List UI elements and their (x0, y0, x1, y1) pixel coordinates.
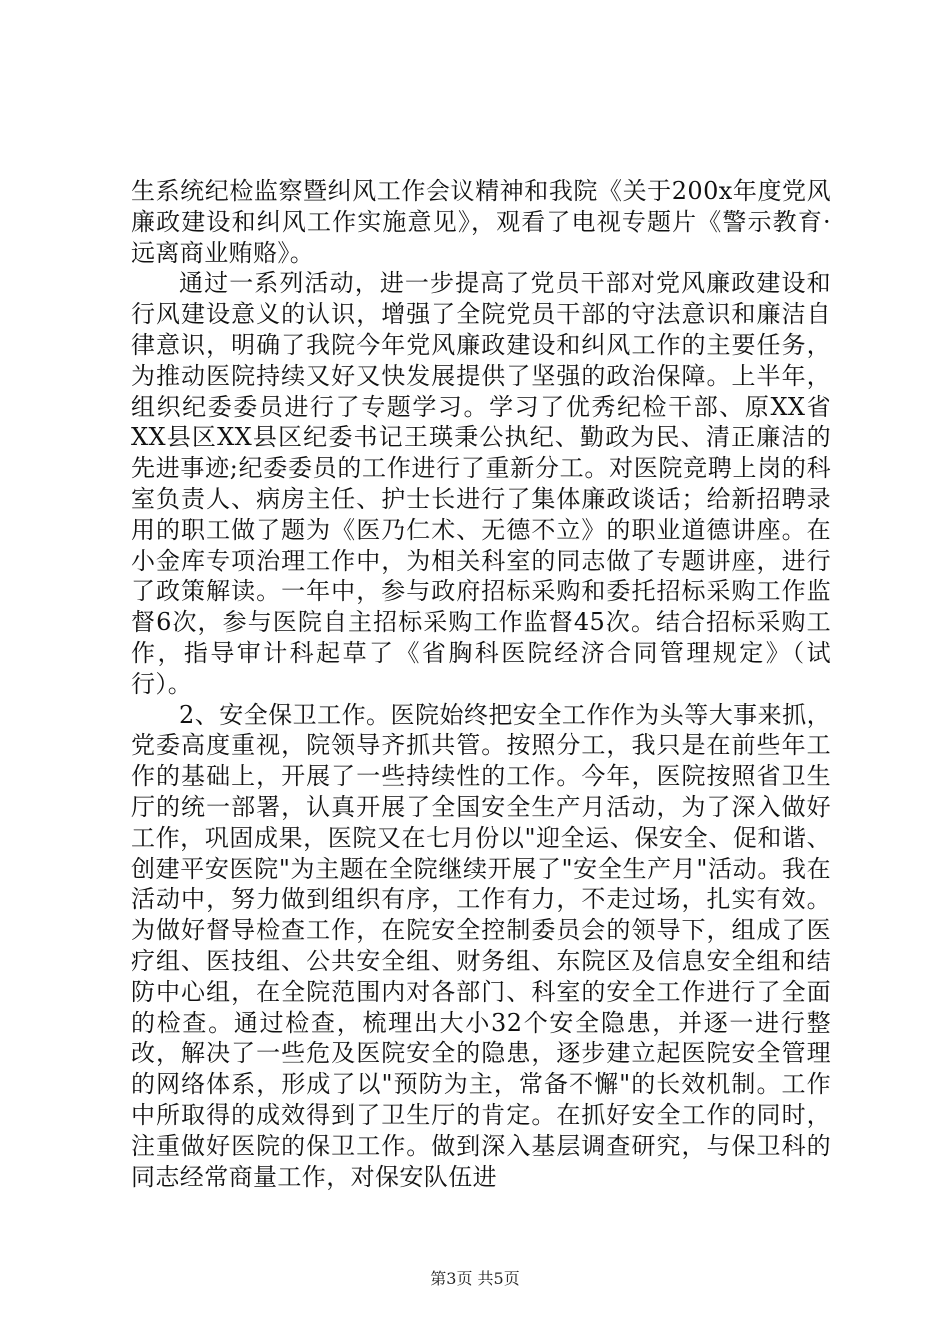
document-body (131, 176, 831, 1192)
paragraph-safety-security: 2、安全保卫工作。医院始终把安全工作作为头等大事来抓，党委高度重视，院领导齐抓共管。按照分工，我只是在前些年工作的基础上，开展了一些持续性的工作。今年，医院按照省卫生厅的统一部署，认真开展了全国安全生产月活动，为了深入做好工作，巩固成果，医院又在七月份以"迎全运、保安全、促和谐、创建平安医院"为主题在全院继续开展了"安全生产月"活动。我在活动中，努力做到组织有序，工作有力，不走过场，扎实有效。为做好督导检查工作，在院安全控制委员会的领导下，组成了医疗组、医技组、公共安全组、财务组、东院区及信息安全组和结防中心组，在全院范围内对各部门、科室的安全工作进行了全面的检查。通过检查，梳理出大小32个安全隐患，并逐一进行整改，解决了一些危及医院安全的隐患，逐步建立起医院安全管理的网络体系，形成了以"预防为主，常备不懈"的长效机制。工作中所取得的成效得到了卫生厅的肯定。在抓好安全工作的同时，注重做好医院的保卫工作。做到深入基层调查研究，与保卫科的同志经常商量工作，对保安队伍进 (131, 700, 831, 1191)
page-footer: 第3页 共5页 (430, 1269, 520, 1288)
paragraph-activities-summary: 通过一系列活动，进一步提高了党员干部对党风廉政建设和行风建设意义的认识，增强了全院党员干部的守法意识和廉洁自律意识，明确了我院今年党风廉政建设和纠风工作的主要任务，为推动医院持续又好又快发展提供了坚强的政治保障。上半年，组织纪委委员进行了专题学习。学习了优秀纪检干部、原XX省XX县区XX县区纪委书记王瑛秉公执纪、勤政为民、清正廉洁的先进事迹;纪委委员的工作进行了重新分工。对医院竞聘上岗的科室负责人、病房主任、护士长进行了集体廉政谈话；给新招聘录用的职工做了题为《医乃仁术、无德不立》的职业道德讲座。在小金库专项治理工作中，为相关科室的同志做了专题讲座，进行了政策解读。一年中，参与政府招标采购和委托招标采购工作监督6次，参与医院自主招标采购工作监督45次。结合招标采购工作，指导审计科起草了《省胸科医院经济合同管理规定》（试行）。 (131, 269, 831, 698)
paragraph-continuation: 生系统纪检监察暨纠风工作会议精神和我院《关于200x年度党风廉政建设和纠风工作实施意见》，观看了电视专题片《警示教育·远离商业贿赂》。 (131, 177, 831, 267)
